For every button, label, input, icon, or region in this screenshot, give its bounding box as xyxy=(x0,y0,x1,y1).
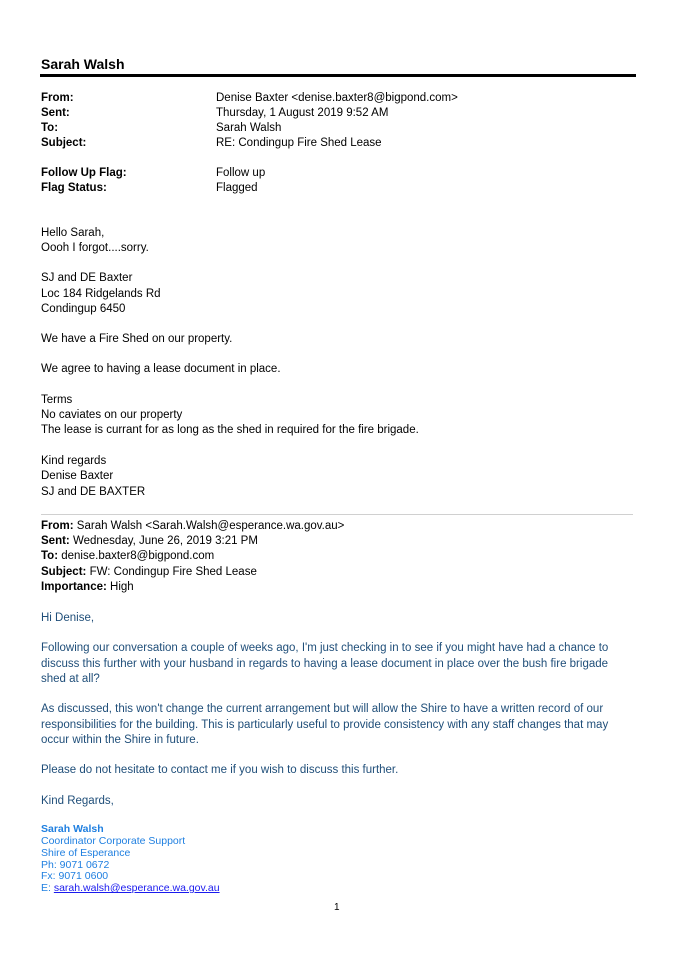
signoff-line: Kind regards xyxy=(41,455,107,467)
fw-sent-label: Sent: xyxy=(41,535,70,547)
fw-importance-value: High xyxy=(110,581,134,593)
fw-subject-row xyxy=(41,565,257,580)
header-to-value: Sarah Walsh xyxy=(216,122,282,134)
header-subject-label: Subject: xyxy=(41,137,87,149)
signature-email-row xyxy=(41,882,220,894)
flag-label: Follow Up Flag: xyxy=(41,167,127,179)
fw-sent-value: Wednesday, June 26, 2019 3:21 PM xyxy=(72,535,258,547)
header-to-label: To: xyxy=(41,122,59,134)
header-from-value: Denise Baxter <denise.baxter8@bigpond.com> xyxy=(216,92,458,104)
signature-email-link[interactable]: sarah.walsh@esperance.wa.gov.au xyxy=(53,882,220,894)
original-greeting: Hi Denise, xyxy=(41,612,95,624)
signature-role: Coordinator Corporate Support xyxy=(41,835,186,847)
fw-subject-label: Subject: xyxy=(41,566,87,578)
page-number: 1 xyxy=(334,902,340,913)
original-paragraph: As discussed, this won't change the current arrangement but will allow the Shire to have a written record of our responsibilities for the building. This is particularly useful to provide consistency with any staff changes that may occur within the Shire in future. xyxy=(41,703,609,746)
address-line: SJ and DE Baxter xyxy=(41,272,133,284)
fw-from-value: Sarah Walsh <Sarah.Walsh@esperance.wa.gov.au> xyxy=(76,520,345,532)
header-from-label: From: xyxy=(41,92,74,104)
fw-to-label: To: xyxy=(41,550,59,562)
fw-importance-label: Importance: xyxy=(41,581,107,593)
signature-email-label: E: xyxy=(41,882,51,894)
document-title: Sarah Walsh xyxy=(41,56,125,72)
header-sent-label: Sent: xyxy=(41,107,70,119)
header-subject-value: RE: Condingup Fire Shed Lease xyxy=(216,137,382,149)
original-signoff: Kind Regards, xyxy=(41,795,114,807)
signoff-line: Denise Baxter xyxy=(41,470,114,482)
message-separator xyxy=(41,514,633,515)
fw-to-value: denise.baxter8@bigpond.com xyxy=(61,550,215,562)
original-paragraph: Following our conversation a couple of weeks ago, I'm just checking in to see if you might have had a chance to discuss this further with your husband in regards to having a lease document in place over the bush fire brigade shed at all? xyxy=(41,642,609,685)
fw-from-label: From: xyxy=(41,520,74,532)
fw-subject-value: FW: Condingup Fire Shed Lease xyxy=(89,566,257,578)
terms-line: Terms xyxy=(41,394,73,406)
flag-status-label: Flag Status: xyxy=(41,182,107,194)
terms-line: No caviates on our property xyxy=(41,409,183,421)
signoff-line: SJ and DE BAXTER xyxy=(41,486,146,498)
reply-paragraph: We have a Fire Shed on our property. xyxy=(41,333,233,345)
fw-to-row xyxy=(41,549,214,564)
reply-line: Oooh I forgot....sorry. xyxy=(41,242,149,254)
fw-importance-row xyxy=(41,580,134,595)
flag-status-value: Flagged xyxy=(216,182,258,194)
signature-org: Shire of Esperance xyxy=(41,847,131,859)
fw-from-row xyxy=(41,519,344,534)
fw-sent-row xyxy=(41,534,258,549)
reply-greeting: Hello Sarah, xyxy=(41,227,105,239)
original-paragraph: Please do not hesitate to contact me if you wish to discuss this further. xyxy=(41,764,399,776)
signature-name: Sarah Walsh xyxy=(41,823,104,835)
signature-fax: Fx: 9071 0600 xyxy=(41,870,109,882)
title-rule xyxy=(40,74,636,77)
address-line: Condingup 6450 xyxy=(41,303,126,315)
header-sent-value: Thursday, 1 August 2019 9:52 AM xyxy=(216,107,389,119)
reply-paragraph: We agree to having a lease document in place. xyxy=(41,363,281,375)
signature-phone: Ph: 9071 0672 xyxy=(41,859,110,871)
address-line: Loc 184 Ridgelands Rd xyxy=(41,288,161,300)
terms-line: The lease is currant for as long as the shed in required for the fire brigade. xyxy=(41,424,419,436)
flag-value: Follow up xyxy=(216,167,266,179)
